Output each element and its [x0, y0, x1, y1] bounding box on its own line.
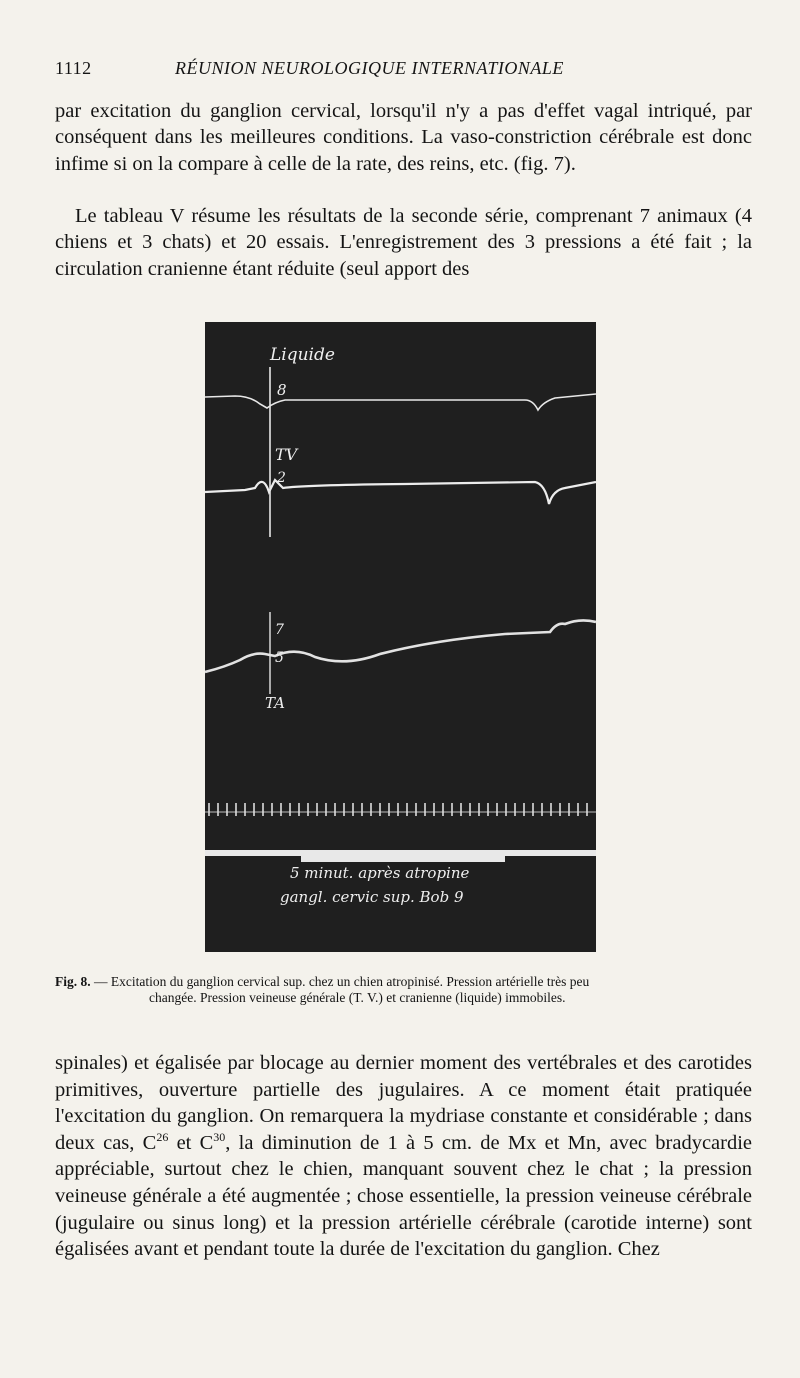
label-2: 2 [277, 470, 286, 486]
caption-label: Fig. 8. [55, 974, 91, 989]
label-7: 7 [275, 622, 284, 638]
figure-note-2: gangl. cervic sup. Bob 9 [280, 888, 464, 906]
p3-sup-2: 30 [213, 1129, 226, 1144]
caption-text-2: changée. Pression veineuse générale (T. V.) et cranienne (liquide) immobiles. [149, 989, 566, 1005]
label-5: 5 [275, 650, 284, 666]
paragraph-1: par excitation du ganglion cervical, lorsqu'il n'y a pas d'effet vagal intriqué, par conséquent dans les meilleures conditions. La vaso-constriction cérébrale est donc infime si on la compare à celle de la rate, des reins, etc. (fig. 7). [55, 100, 752, 175]
signal-bar-step [301, 850, 505, 862]
ta-trace [205, 620, 596, 672]
kymograph-svg [205, 322, 596, 952]
p3-sup-1: 26 [156, 1129, 169, 1144]
label-tv: TV [275, 445, 298, 464]
p3-mid: et C [168, 1131, 214, 1154]
running-title: RÉUNION NEUROLOGIQUE INTERNATIONALE [175, 58, 564, 78]
caption-dash: — [90, 974, 111, 989]
figure-8-tracing [205, 322, 596, 952]
paragraph-2: Le tableau V résume les résultats de la seconde série, comprenant 7 animaux (4 chiens et 3 chats) et 20 essais. L'enregistrement des 3 pressions a été fait ; la circulation cranienne étant réduite (seul apport des [55, 205, 752, 280]
caption-text-1: Excitation du ganglion cervical sup. chez un chien atropinisé. Pression artérielle très peu [110, 974, 590, 989]
label-8: 8 [277, 381, 287, 399]
page-number: 1112 [55, 58, 92, 78]
liquide-trace [205, 394, 596, 410]
paragraph-3 [55, 1050, 752, 1263]
figure-note-1: 5 minut. après atropine [290, 864, 470, 882]
label-ta: TA [265, 694, 286, 712]
p3-after: , la diminution de 1 à 5 cm. de Mx et Mn, avec bradycardie appréciable, surtout chez le chien, manquant souvent chez le chat ; la pression veineuse générale a été augmentée ; chose essentielle, la pression veineuse cérébrale (jugulaire ou sinus long) et la pression artérielle cérébrale (carotide interne) sont égalisées avant et pendant toute la durée de l'excitation du ganglion. Chez [55, 1131, 753, 1261]
p3-before: spinales) et égalisée par blocage au dernier moment des vertébrales et des carotides primitives, ouverture partielle des jugulaires. A ce moment était pratiquée l'excitation du ganglion. On remarquera la mydriase constante et considérable ; dans deux cas, C [55, 1052, 752, 1154]
tv-trace [205, 480, 596, 504]
figure-caption [55, 974, 752, 1005]
time-ticks [209, 803, 587, 816]
label-liquide: Liquide [270, 345, 335, 365]
